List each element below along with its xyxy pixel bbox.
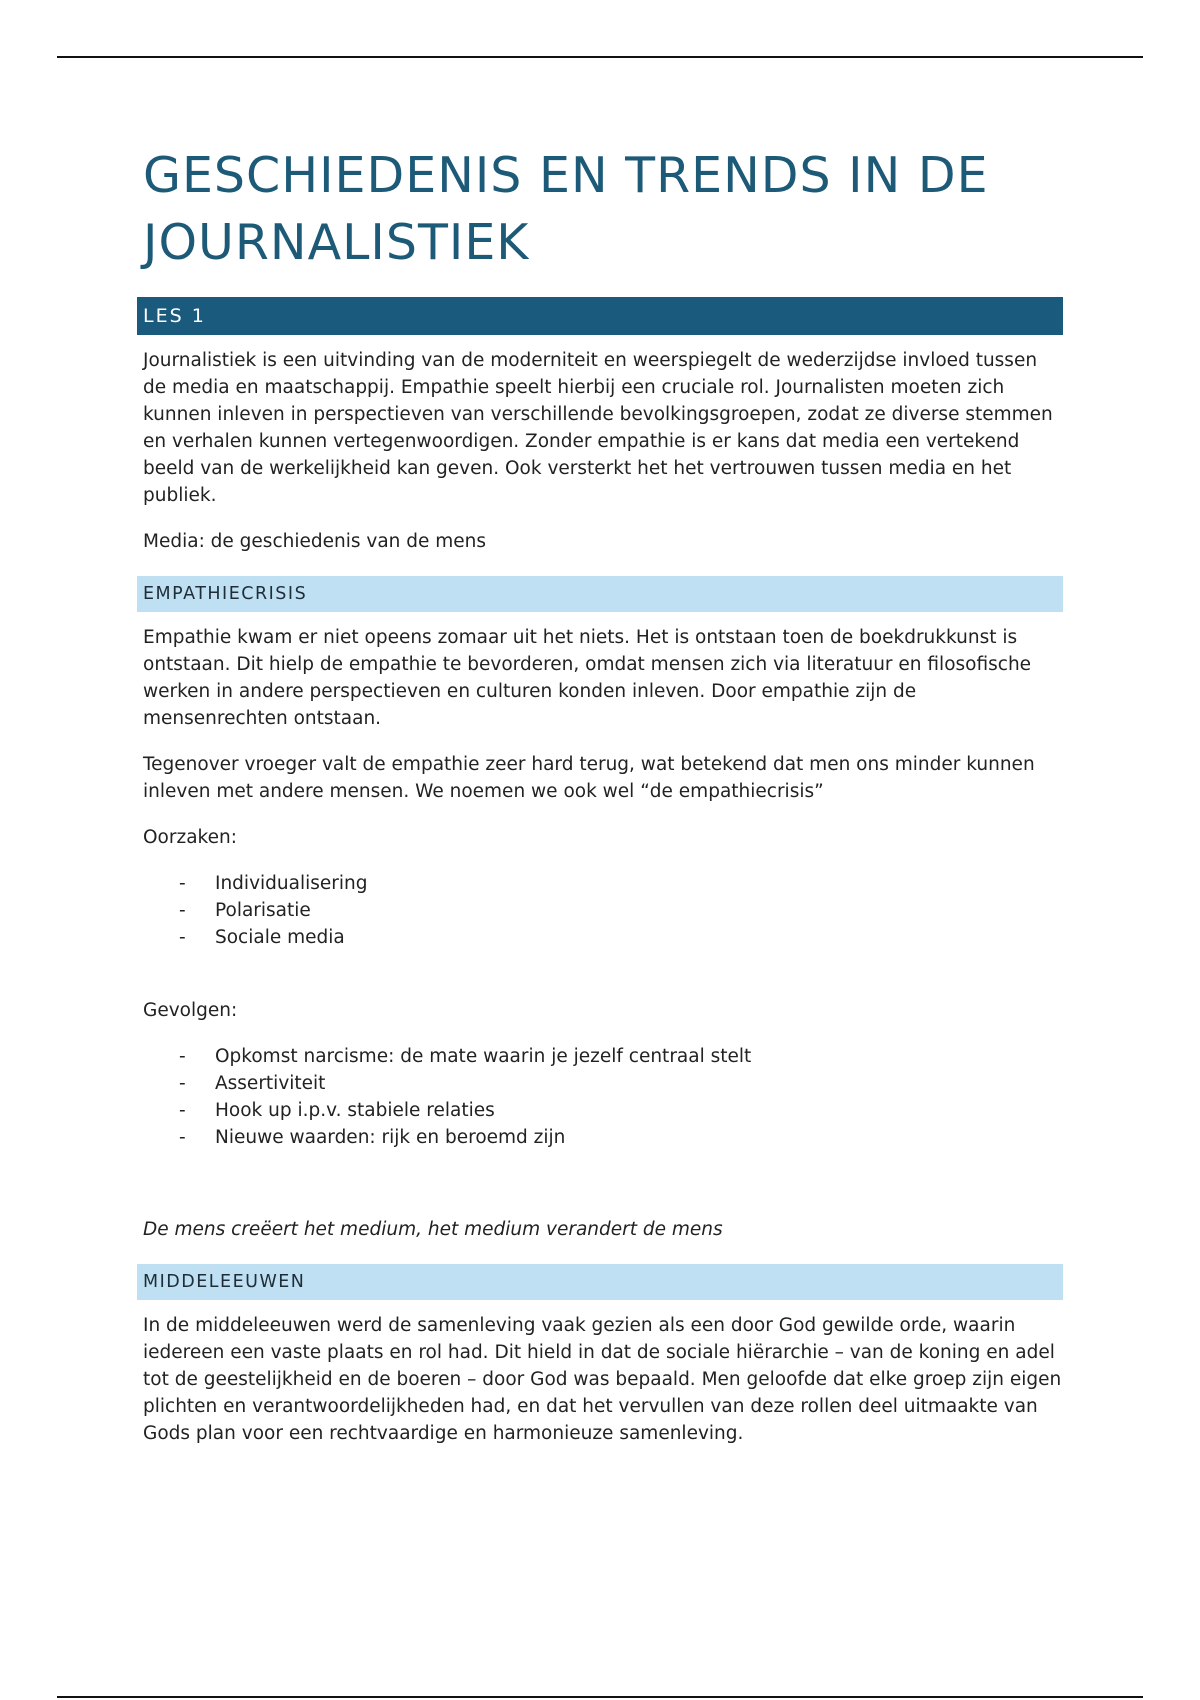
list-item: - Opkomst narcisme: de mate waarin je jezelf centraal stelt (143, 1043, 1063, 1070)
quote-line: De mens creëert het medium, het medium verandert de mens (143, 1219, 723, 1240)
paragraph-intro: Journalistiek is een uitvinding van de moderniteit en weerspiegelt de wederzijdse invloed tussen de media en maatschappij. Empathie speelt hierbij een cruciale rol. Journalisten moeten zich kunnen inleven in perspectieven van verschillende bevolkingsgroepen, zodat ze diverse stemmen en verhalen kunnen vertegenwoordigen. Zonder empathie is er kans dat media een vertekend beeld van de werkelijkheid kan geven. Ook versterkt het het vertrouwen tussen media en het publiek. (143, 350, 1053, 506)
effects-list (143, 1043, 1063, 1151)
list-item: - Nieuwe waarden: rijk en beroemd zijn (143, 1124, 1063, 1151)
causes-list (143, 870, 1063, 951)
list-item: - Hook up i.p.v. stabiele relaties (143, 1097, 1063, 1124)
paragraph-media: Media: de geschiedenis van de mens (143, 531, 487, 552)
paragraph-empathie-1: Empathie kwam er niet opeens zomaar uit het niets. Het is ontstaan toen de boekdrukkunst is ontstaan. Dit hielp de empathie te bevorderen, omdat mensen zich via literatuur en filosofische werken in andere perspectieven en culturen konden inleven. Door empathie zijn de mensenrechten ontstaan. (143, 627, 1032, 729)
header-rule (57, 56, 1143, 58)
list-item: - Sociale media (143, 924, 1063, 951)
document-body (143, 142, 1063, 1447)
heading-les-1: LES 1 (137, 297, 1063, 335)
effects-label: Gevolgen: (143, 1000, 238, 1021)
paragraph-empathie-2: Tegenover vroeger valt de empathie zeer hard terug, wat betekend dat men ons minder kunnen inleven met andere mensen. We noemen we ook wel “de empathiecrisis” (143, 754, 1035, 802)
heading-middeleeuwen: MIDDELEEUWEN (137, 1264, 1063, 1300)
list-item: - Individualisering (143, 870, 1063, 897)
causes-label: Oorzaken: (143, 827, 237, 848)
heading-empathiecrisis: EMPATHIECRISIS (137, 576, 1063, 612)
list-item: - Polarisatie (143, 897, 1063, 924)
footer-rule (57, 1696, 1143, 1698)
paragraph-middeleeuwen: In de middeleeuwen werd de samenleving vaak gezien als een door God gewilde orde, waarin iedereen een vaste plaats en rol had. Dit hield in dat de sociale hiërarchie – van de koning en adel tot de geestelijkheid en de boeren – door God was bepaald. Men geloofde dat elke groep zijn eigen plichten en verantwoordelijkheden had, en dat het vervullen van deze rollen deel uitmaakte van Gods plan voor een rechtvaardige en harmonieuze samenleving. (143, 1315, 1062, 1444)
document-title: GESCHIEDENIS EN TRENDS IN DE JOURNALISTIEK (143, 147, 989, 271)
list-item: - Assertiviteit (143, 1070, 1063, 1097)
